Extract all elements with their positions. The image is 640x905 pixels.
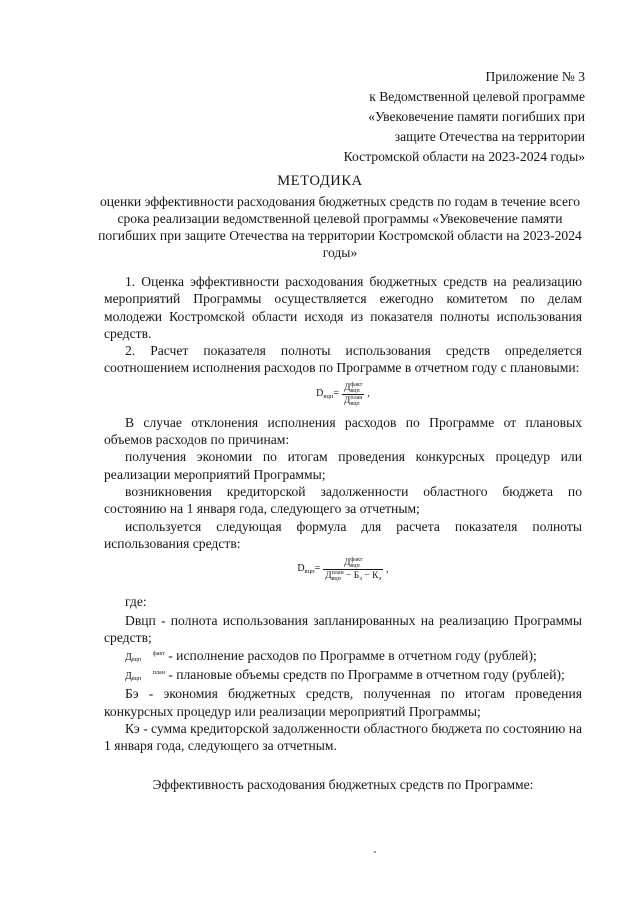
header-line-1: Приложение № 3 [485, 69, 585, 84]
paragraph-3: В случае отклонения исполнения расходов по Программе от плановых объемов расходов по причинам: [104, 414, 582, 448]
paragraph-1: 1. Оценка эффективности расходования бюджетных средств на реализацию мероприятий Программы осуществляется ежегодно комитетом по делам молодежи Костромской области исходя из показателя полноты использования средств. [104, 274, 582, 341]
definition-d-vcp: Dвцп - полнота использования запланированных на реализацию Программы средств; [104, 613, 582, 646]
header-line-3: «Увековечение памяти погибших при [368, 109, 585, 124]
paragraph-5: возникновения кредиторской задолженности областного бюджета по состоянию на 1 января года, следующего за отчетным; [104, 483, 582, 517]
formula-2-fraction [323, 557, 383, 583]
paragraph-2: 2. Расчет показателя полноты использования средств определяется соотношением исполнения расходов по Программе в отчетном году с плановыми: [104, 343, 582, 376]
paragraph-6: используется следующая формула для расчета показателя полноты использования средств: [104, 518, 582, 551]
definition-k-e: Кэ - сумма кредиторской задолженности областного бюджета по состоянию на 1 января года, следующего за отчетным. [104, 720, 582, 754]
header-line-2: к Ведомственной целевой программе [369, 89, 585, 104]
formula-2: $D_{вцп}=$ Дфакт вцп Дплан вцп − $Б_э - К_э$ , [297, 557, 389, 583]
definition-b-e: Бэ - экономия бюджетных средств, полученная по итогам проведения конкурсных процедур или реализации мероприятий Программы; [104, 686, 582, 719]
efficiency-heading: Эффективность расходования бюджетных средств по Программе: [152, 777, 534, 792]
definition-d-fact: Д факт вцп - исполнение расходов по Программе в отчетном году (рублей); [125, 647, 537, 663]
appendix-header [344, 67, 585, 167]
formula-2-numerator: Дфакт вцп [323, 557, 383, 570]
formula-1-fraction [342, 382, 365, 407]
where-label: где: [125, 593, 147, 609]
document-body [104, 273, 582, 755]
formula-1-denominator: Дплан вцп [343, 394, 363, 407]
formula-2-lhs: $D_{вцп}=$ [297, 563, 321, 576]
document-subtitle: оценки эффективности расходования бюджетных средств по годам в течение всего срока реализации ведомственной целевой программы «Увековечение памяти погибших при защите Отечества на территории Костромской области на 2023-2024 годы» [98, 194, 582, 260]
formula-1-numerator: Дфакт вцп [342, 382, 365, 395]
header-line-5: Костромской области на 2023-2024 годы» [343, 149, 585, 164]
document-title: МЕТОДИКА [277, 173, 363, 189]
formula-2-denominator: Дплан вцп − $Б_э - К_э$ [325, 570, 382, 583]
definition-d-plan: Д план вцп - плановые объемы средств по Программе в отчетном году (рублей); [125, 667, 565, 683]
scan-speck [374, 851, 376, 853]
formula-1-lhs: $D_{вцп}=$ [316, 387, 340, 400]
formula-1: $D_{вцп}=$ Дфакт вцп Дплан вцп , [316, 381, 370, 407]
header-line-4: защите Отечества на территории [394, 129, 585, 144]
paragraph-4: получения экономии по итогам проведения конкурсных процедур или реализации мероприятий Программы; [104, 449, 582, 482]
